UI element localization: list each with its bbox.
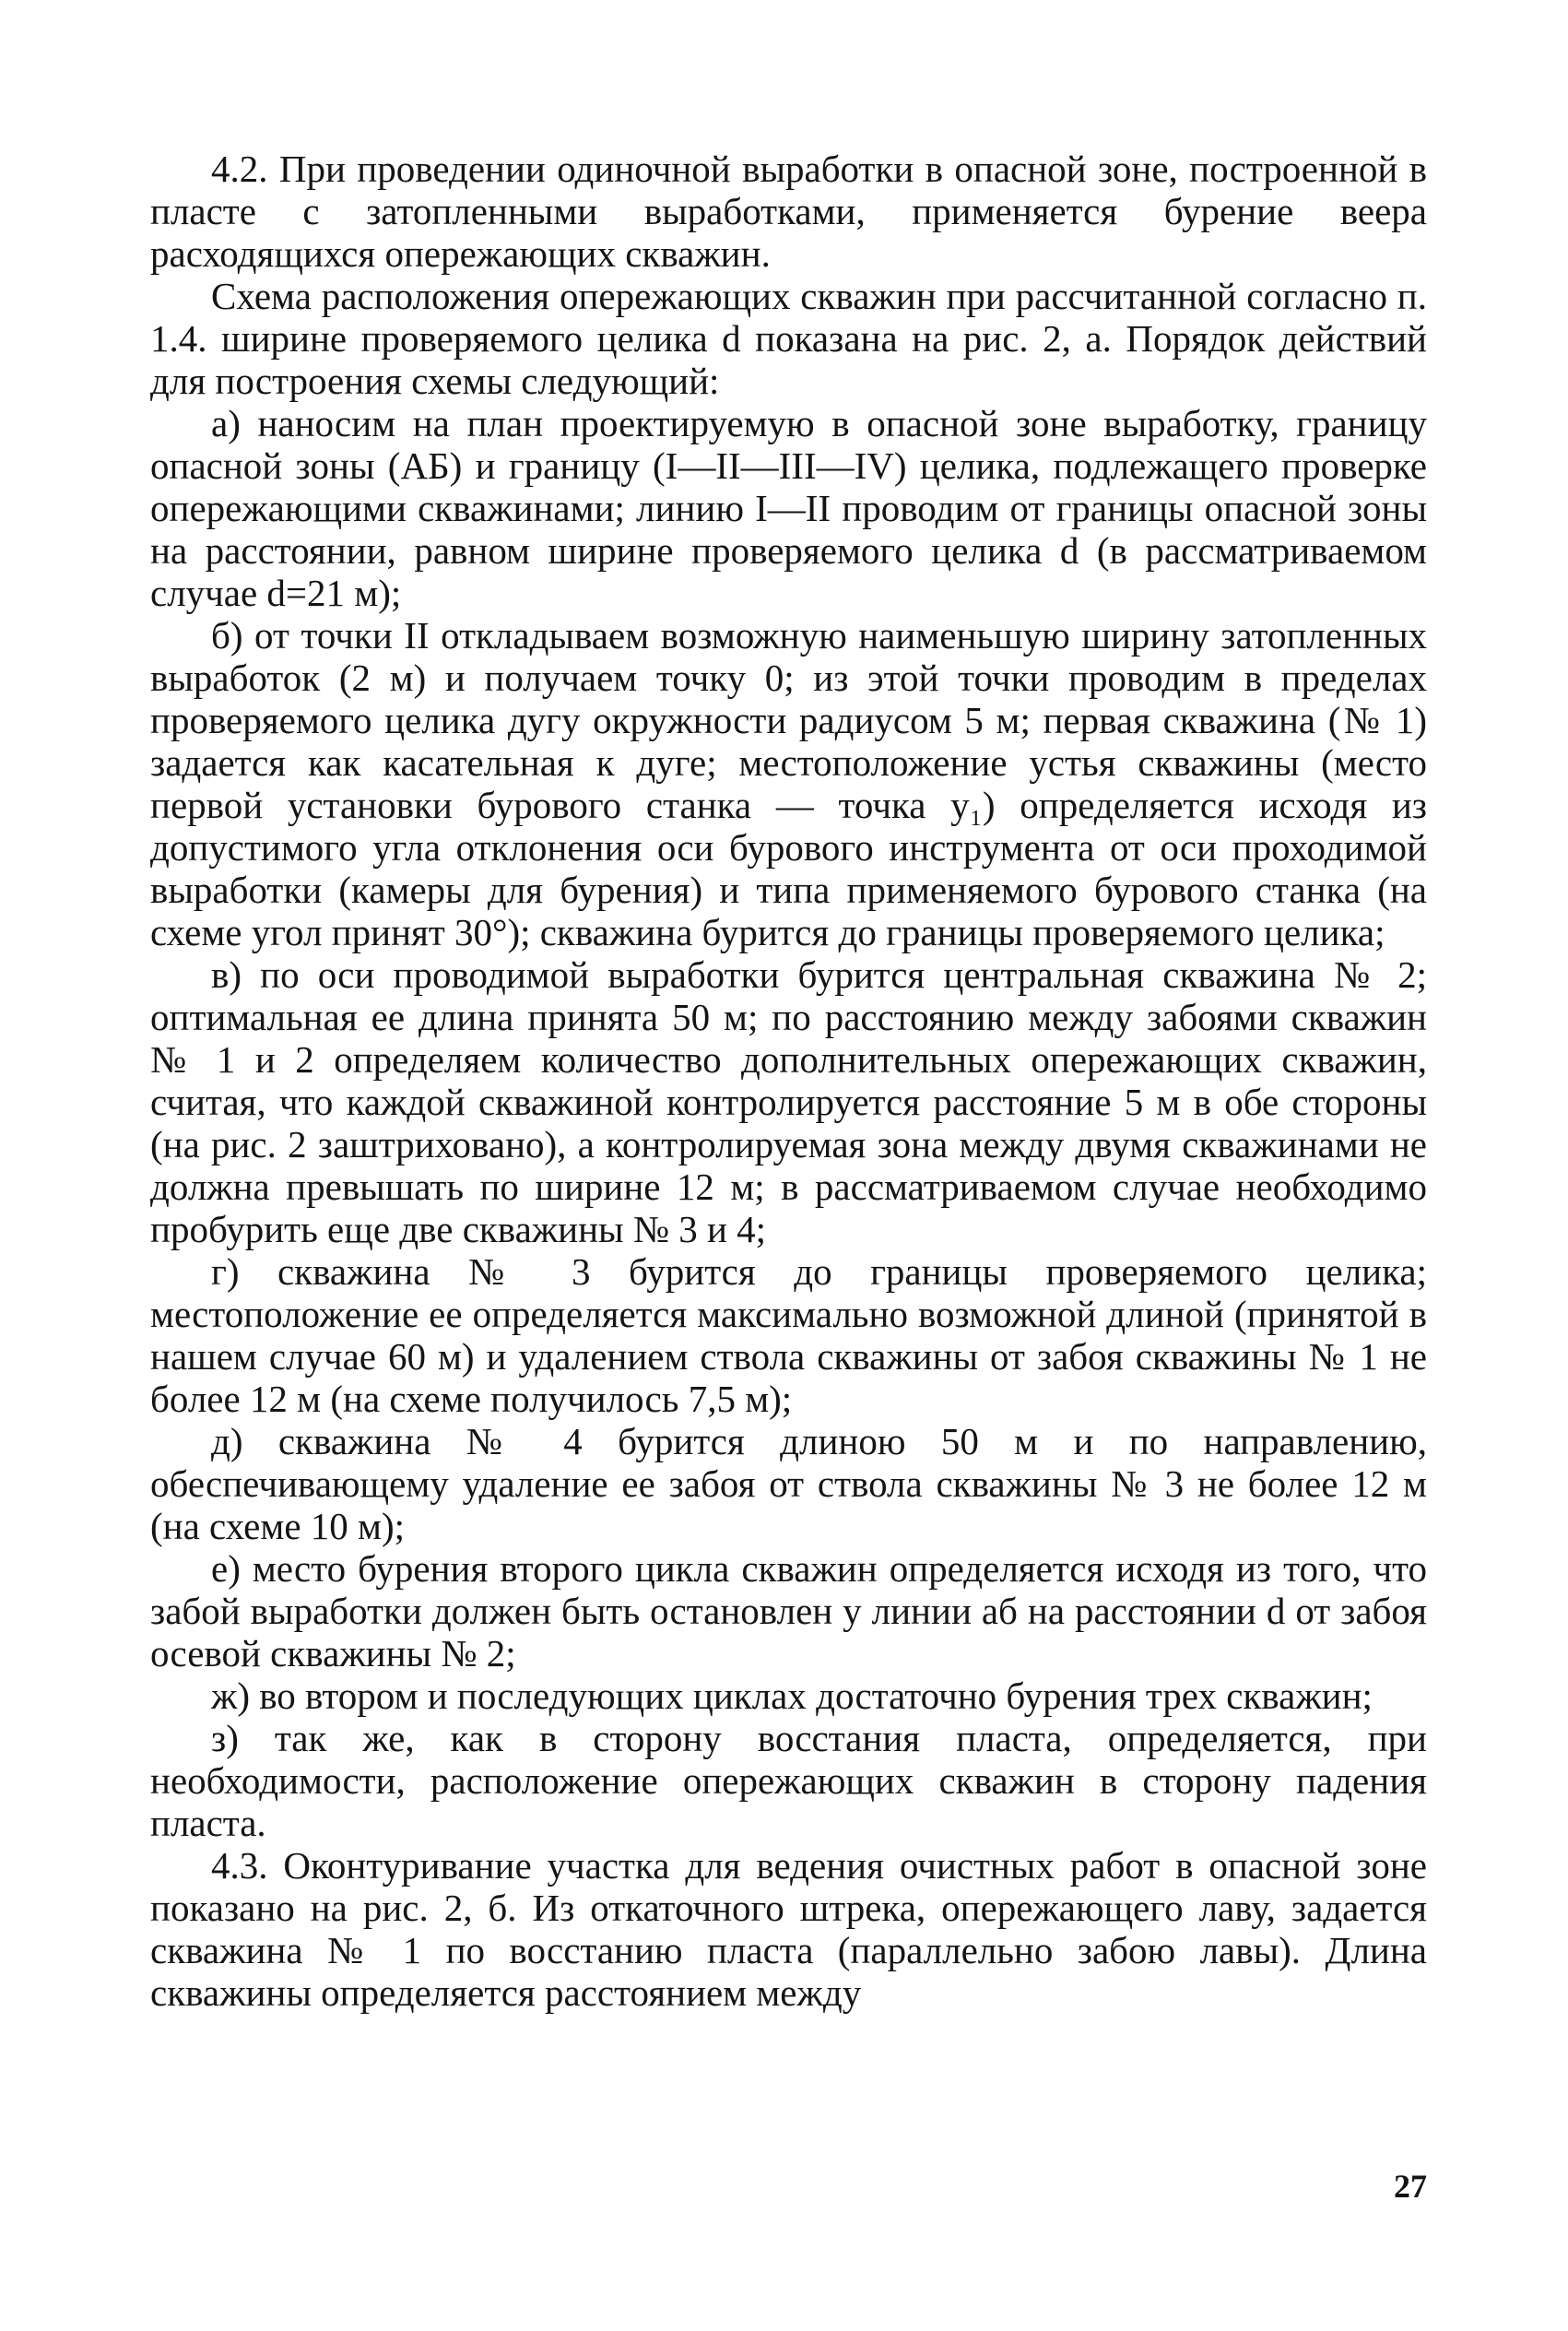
paragraph-4-3: 4.3. Оконтуривание участка для ведения очистных работ в опасной зоне показано на рис. 2, б. Из откаточного штрека, опережающего лаву, задается скважина № 1 по восстанию пласта (параллельно забою лавы). Длина скважины определяется расстоянием между xyxy=(150,1844,1427,2014)
list-item-g: г) скважина № 3 бурится до границы проверяемого целика; местоположение ее определяется максимально возможной длиной (принятой в нашем случае 60 м) и удалением ствола скважины от забоя скважины № 1 не более 12 м (на схеме получилось 7,5 м); xyxy=(150,1250,1427,1420)
list-item-z: з) так же, как в сторону восстания пласта, определяется, при необходимости, расположение опережающих скважин в сторону падения пласта. xyxy=(150,1717,1427,1844)
page-body xyxy=(150,148,1427,2014)
list-item-b: б) от точки II откладываем возможную наименьшую ширину затопленных выработок (2 м) и получаем точку 0; из этой точки проводим в пределах проверяемого целика дугу окружности радиусом 5 м; первая скважина (№ 1) задается как касательная к дуге; местоположение устья скважины (место первой установки бурового станка — точка y₁) определяется исходя из допустимого угла отклонения оси бурового инструмента от оси проходимой выработки (камеры для бурения) и типа применяемого бурового станка (на схеме угол принят 30°); скважина бурится до границы проверяемого целика; xyxy=(150,614,1427,953)
paragraph-scheme-intro: Схема расположения опережающих скважин при рассчитанной согласно п. 1.4. ширине проверяемого целика d показана на рис. 2, а. Порядок действий для построения схемы следующий: xyxy=(150,275,1427,402)
list-item-v: в) по оси проводимой выработки бурится центральная скважина № 2; оптимальная ее длина принята 50 м; по расстоянию между забоями скважин № 1 и 2 определяем количество дополнительных опережающих скважин, считая, что каждой скважиной контролируется расстояние 5 м в обе стороны (на рис. 2 заштриховано), а контролируемая зона между двумя скважинами не должна превышать по ширине 12 м; в рассматриваемом случае необходимо пробурить еще две скважины № 3 и 4; xyxy=(150,953,1427,1250)
page-number: 27 xyxy=(1394,2168,1427,2205)
paragraph-4-2: 4.2. При проведении одиночной выработки в опасной зоне, построенной в пласте с затопленными выработками, применяется бурение веера расходящихся опережающих скважин. xyxy=(150,148,1427,275)
list-item-a: а) наносим на план проектируемую в опасной зоне выработку, границу опасной зоны (АБ) и границу (I—II—III—IV) целика, подлежащего проверке опережающими скважинами; линию I—II проводим от границы опасной зоны на расстоянии, равном ширине проверяемого целика d (в рассматриваемом случае d=21 м); xyxy=(150,402,1427,614)
list-item-d: д) скважина № 4 бурится длиною 50 м и по направлению, обеспечивающему удаление ее забоя от ствола скважины № 3 не более 12 м (на схеме 10 м); xyxy=(150,1420,1427,1547)
list-item-e: е) место бурения второго цикла скважин определяется исходя из того, что забой выработки должен быть остановлен у линии аб на расстоянии d от забоя осевой скважины № 2; xyxy=(150,1547,1427,1674)
list-item-zh: ж) во втором и последующих циклах достаточно бурения трех скважин; xyxy=(211,1674,1373,1717)
